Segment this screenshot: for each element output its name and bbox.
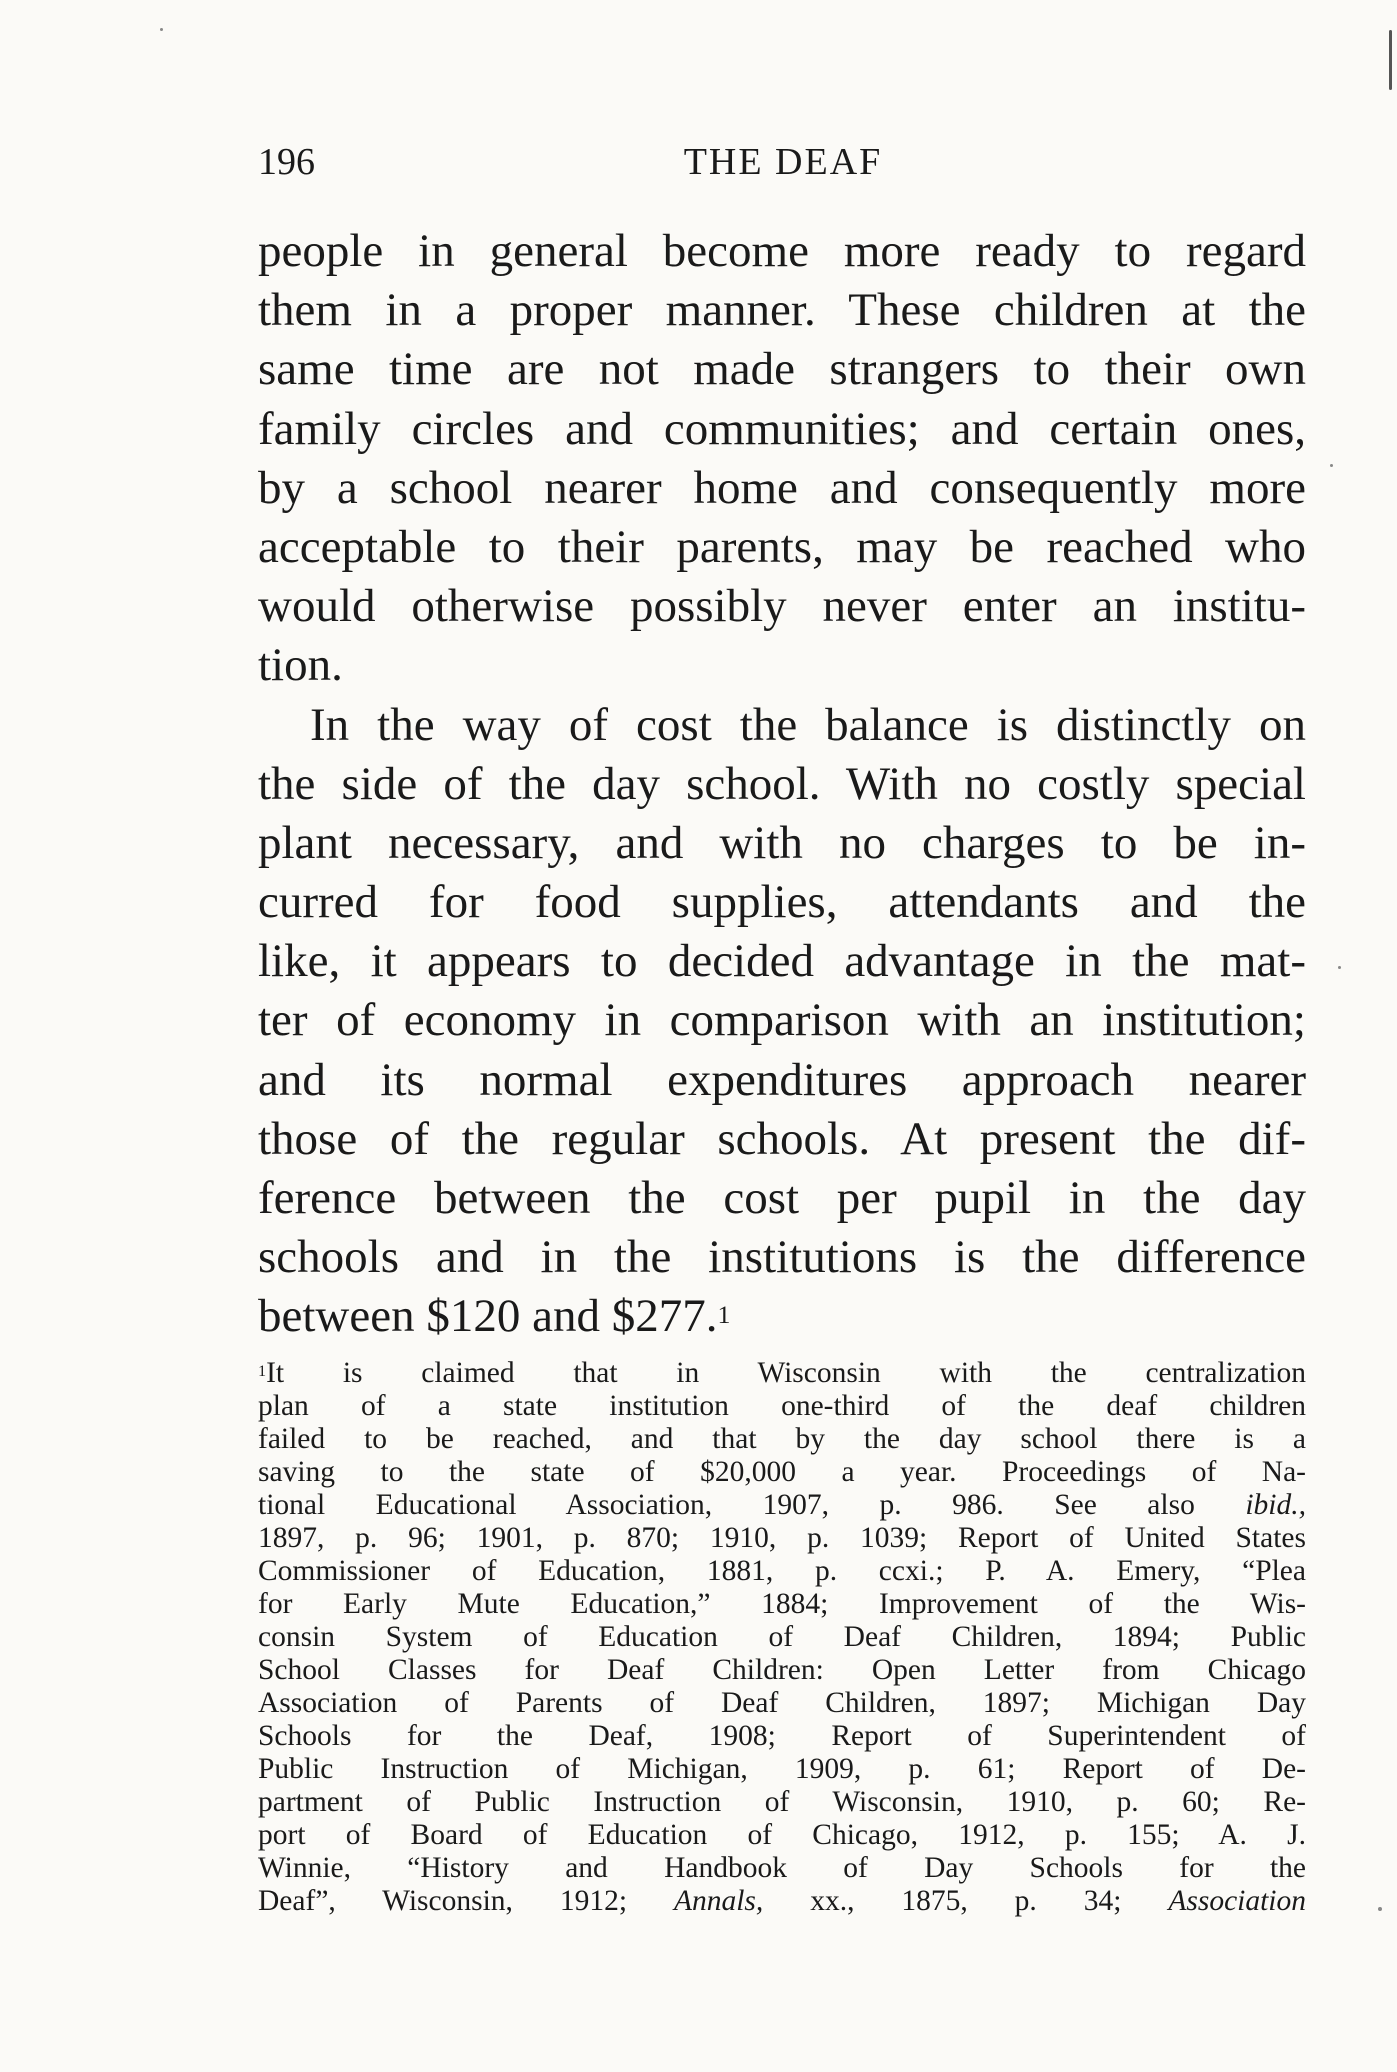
- text-line: tion.: [258, 639, 343, 692]
- footnote-first-line-text: It is claimed that in Wisconsin with the centralization: [266, 1357, 1306, 1389]
- page-number: 196: [258, 141, 315, 183]
- footnote-line: port of Board of Education of Chicago, 1912, p. 155; A. J.: [258, 1819, 1306, 1851]
- text-line: acceptable to their parents, may be reached who: [258, 520, 1306, 573]
- footnote-marker: 1: [258, 1362, 267, 1380]
- footnote-text: tional Educational Association, 1907, p. 986. See also: [258, 1489, 1195, 1521]
- footnote-line: for Early Mute Education,” 1884; Improvement of the Wis-: [258, 1588, 1306, 1620]
- text-line: would otherwise possibly never enter an institu-: [258, 580, 1306, 633]
- footnote-line: Public Instruction of Michigan, 1909, p. 61; Report of De-: [258, 1753, 1306, 1785]
- scan-speck: [1378, 1907, 1382, 1911]
- text-line: people in general become more ready to regard: [258, 225, 1306, 277]
- text-line: and its normal expenditures approach nearer: [258, 1053, 1306, 1106]
- footnote-line: School Classes for Deaf Children: Open Letter from Chicago: [258, 1654, 1306, 1686]
- footnote-line: plan of a state institution one-third of the deaf children: [258, 1390, 1306, 1422]
- text-line: same time are not made strangers to their own: [258, 343, 1306, 396]
- text-line: plant necessary, and with no charges to be in-: [258, 816, 1306, 869]
- page-header: [258, 140, 1308, 200]
- text-line: the side of the day school. With no costly special: [258, 757, 1306, 810]
- footnote-text: xx., 1875, p. 34;: [810, 1885, 1122, 1917]
- scan-speck: [1338, 966, 1341, 969]
- footnote-line: [258, 1357, 1306, 1390]
- footnote-line: [258, 1489, 1306, 1522]
- text-line: like, it appears to decided advantage in the mat-: [258, 935, 1306, 988]
- text-line: ter of economy in comparison with an institution;: [258, 994, 1306, 1047]
- footnote-line: 1897, p. 96; 1901, p. 870; 1910, p. 1039; Report of United States: [258, 1522, 1306, 1554]
- text-line: In the way of cost the balance is distinctly on: [310, 698, 1306, 751]
- text-line: curred for food supplies, attendants and the: [258, 876, 1306, 929]
- footnote-line: consin System of Education of Deaf Children, 1894; Public: [258, 1621, 1306, 1653]
- text-line: [258, 1287, 1306, 1346]
- text-line: them in a proper manner. These children at the: [258, 284, 1306, 337]
- footnote-line: Commissioner of Education, 1881, p. ccxi.; P. A. Emery, “Plea: [258, 1555, 1306, 1587]
- footnote: [258, 1357, 1306, 1918]
- text-line: family circles and communities; and certain ones,: [258, 402, 1306, 455]
- association-text: Association: [1168, 1885, 1306, 1917]
- footnote-line: partment of Public Instruction of Wisconsin, 1910, p. 60; Re-: [258, 1786, 1306, 1818]
- text-line: schools and in the institutions is the difference: [258, 1231, 1306, 1284]
- scan-speck: [1389, 30, 1392, 90]
- scan-speck: [1330, 464, 1333, 467]
- text-line: those of the regular schools. At present the dif-: [258, 1112, 1306, 1165]
- main-text: [258, 222, 1306, 1347]
- footnote-reference: 1: [717, 1300, 731, 1330]
- last-line-text: between $120 and $277.: [258, 1290, 718, 1343]
- footnote-text: Deaf”, Wisconsin, 1912;: [258, 1885, 628, 1917]
- ibid-text: ibid.,: [1245, 1489, 1306, 1521]
- footnote-line: Association of Parents of Deaf Children, 1897; Michigan Day: [258, 1687, 1306, 1719]
- annals-text: Annals,: [673, 1885, 764, 1917]
- footnote-line: failed to be reached, and that by the day school there is a: [258, 1423, 1306, 1455]
- scan-speck: [160, 28, 163, 31]
- running-title: THE DEAF: [683, 141, 883, 183]
- text-line: ference between the cost per pupil in the day: [258, 1172, 1306, 1224]
- footnote-line: saving to the state of $20,000 a year. Proceedings of Na-: [258, 1456, 1306, 1488]
- text-line: by a school nearer home and consequently more: [258, 461, 1306, 514]
- footnote-line: Schools for the Deaf, 1908; Report of Superintendent of: [258, 1720, 1306, 1752]
- footnote-line: Winnie, “History and Handbook of Day Schools for the: [258, 1852, 1306, 1884]
- footnote-line: [258, 1885, 1306, 1918]
